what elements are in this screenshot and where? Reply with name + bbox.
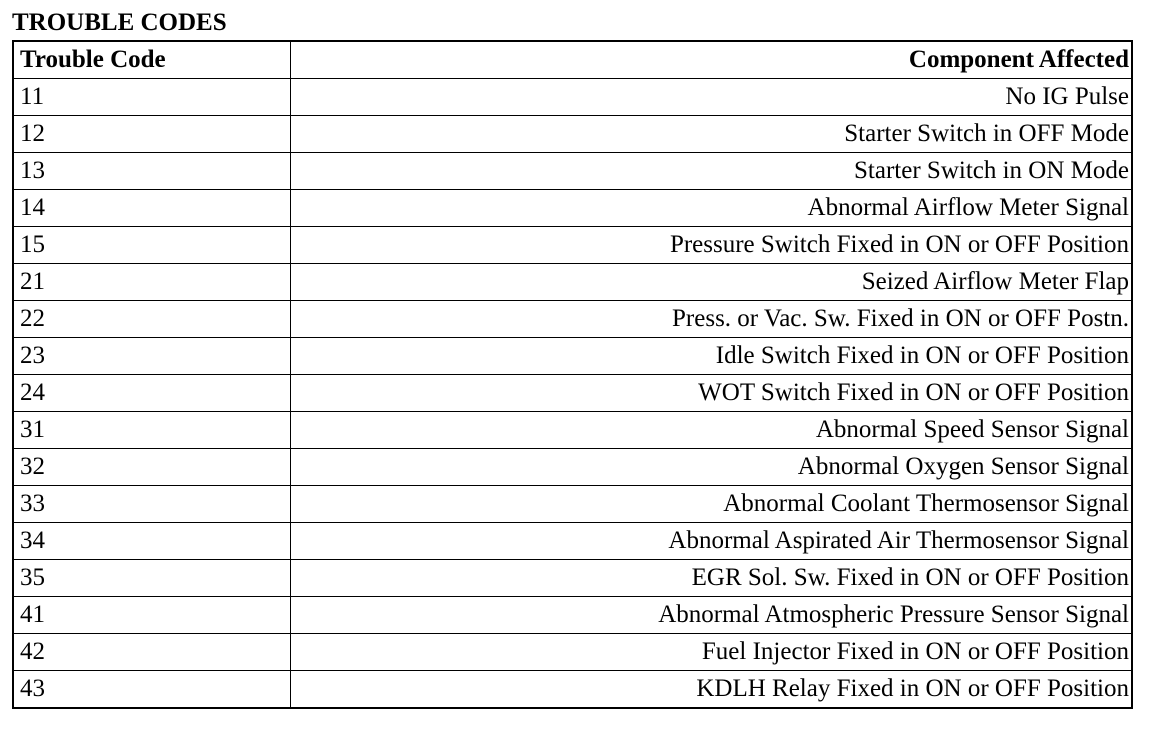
column-header-trouble-code: Trouble Code bbox=[13, 41, 290, 79]
table-row bbox=[13, 560, 1132, 597]
trouble-code-cell: 23 bbox=[13, 338, 290, 375]
table-row bbox=[13, 79, 1132, 116]
component-affected-cell: Starter Switch in OFF Mode bbox=[290, 116, 1132, 153]
table-row bbox=[13, 116, 1132, 153]
table-row bbox=[13, 634, 1132, 671]
component-affected-cell: Fuel Injector Fixed in ON or OFF Position bbox=[290, 634, 1132, 671]
component-affected-cell: Abnormal Aspirated Air Thermosensor Signal bbox=[290, 523, 1132, 560]
component-affected-cell: KDLH Relay Fixed in ON or OFF Position bbox=[290, 671, 1132, 709]
trouble-codes-table bbox=[12, 40, 1133, 709]
page-title: TROUBLE CODES bbox=[12, 9, 227, 36]
trouble-code-cell: 35 bbox=[13, 560, 290, 597]
table-row bbox=[13, 190, 1132, 227]
component-affected-cell: Starter Switch in ON Mode bbox=[290, 153, 1132, 190]
trouble-code-cell: 13 bbox=[13, 153, 290, 190]
trouble-code-cell: 22 bbox=[13, 301, 290, 338]
component-affected-cell: Abnormal Airflow Meter Signal bbox=[290, 190, 1132, 227]
table-row bbox=[13, 301, 1132, 338]
component-affected-cell: EGR Sol. Sw. Fixed in ON or OFF Position bbox=[290, 560, 1132, 597]
table-row bbox=[13, 375, 1132, 412]
trouble-code-cell: 33 bbox=[13, 486, 290, 523]
trouble-code-cell: 14 bbox=[13, 190, 290, 227]
table-row bbox=[13, 412, 1132, 449]
trouble-code-cell: 34 bbox=[13, 523, 290, 560]
trouble-code-cell: 32 bbox=[13, 449, 290, 486]
trouble-code-cell: 12 bbox=[13, 116, 290, 153]
trouble-code-cell: 31 bbox=[13, 412, 290, 449]
table-row bbox=[13, 338, 1132, 375]
trouble-code-cell: 15 bbox=[13, 227, 290, 264]
component-affected-cell: Abnormal Atmospheric Pressure Sensor Signal bbox=[290, 597, 1132, 634]
table-row bbox=[13, 449, 1132, 486]
trouble-code-cell: 11 bbox=[13, 79, 290, 116]
component-affected-cell: No IG Pulse bbox=[290, 79, 1132, 116]
table-row bbox=[13, 597, 1132, 634]
component-affected-cell: Abnormal Oxygen Sensor Signal bbox=[290, 449, 1132, 486]
trouble-code-cell: 43 bbox=[13, 671, 290, 709]
table-body bbox=[13, 79, 1132, 709]
component-affected-cell: Abnormal Speed Sensor Signal bbox=[290, 412, 1132, 449]
component-affected-cell: Press. or Vac. Sw. Fixed in ON or OFF Postn. bbox=[290, 301, 1132, 338]
table-row bbox=[13, 523, 1132, 560]
trouble-code-cell: 21 bbox=[13, 264, 290, 301]
component-affected-cell: Pressure Switch Fixed in ON or OFF Position bbox=[290, 227, 1132, 264]
trouble-code-cell: 41 bbox=[13, 597, 290, 634]
trouble-code-cell: 24 bbox=[13, 375, 290, 412]
table-row bbox=[13, 264, 1132, 301]
trouble-code-cell: 42 bbox=[13, 634, 290, 671]
component-affected-cell: Idle Switch Fixed in ON or OFF Position bbox=[290, 338, 1132, 375]
table-header-row bbox=[13, 41, 1132, 79]
column-header-component-affected: Component Affected bbox=[290, 41, 1132, 79]
component-affected-cell: Seized Airflow Meter Flap bbox=[290, 264, 1132, 301]
component-affected-cell: WOT Switch Fixed in ON or OFF Position bbox=[290, 375, 1132, 412]
table-row bbox=[13, 227, 1132, 264]
table-row bbox=[13, 671, 1132, 709]
table-row bbox=[13, 486, 1132, 523]
table-row bbox=[13, 153, 1132, 190]
component-affected-cell: Abnormal Coolant Thermosensor Signal bbox=[290, 486, 1132, 523]
